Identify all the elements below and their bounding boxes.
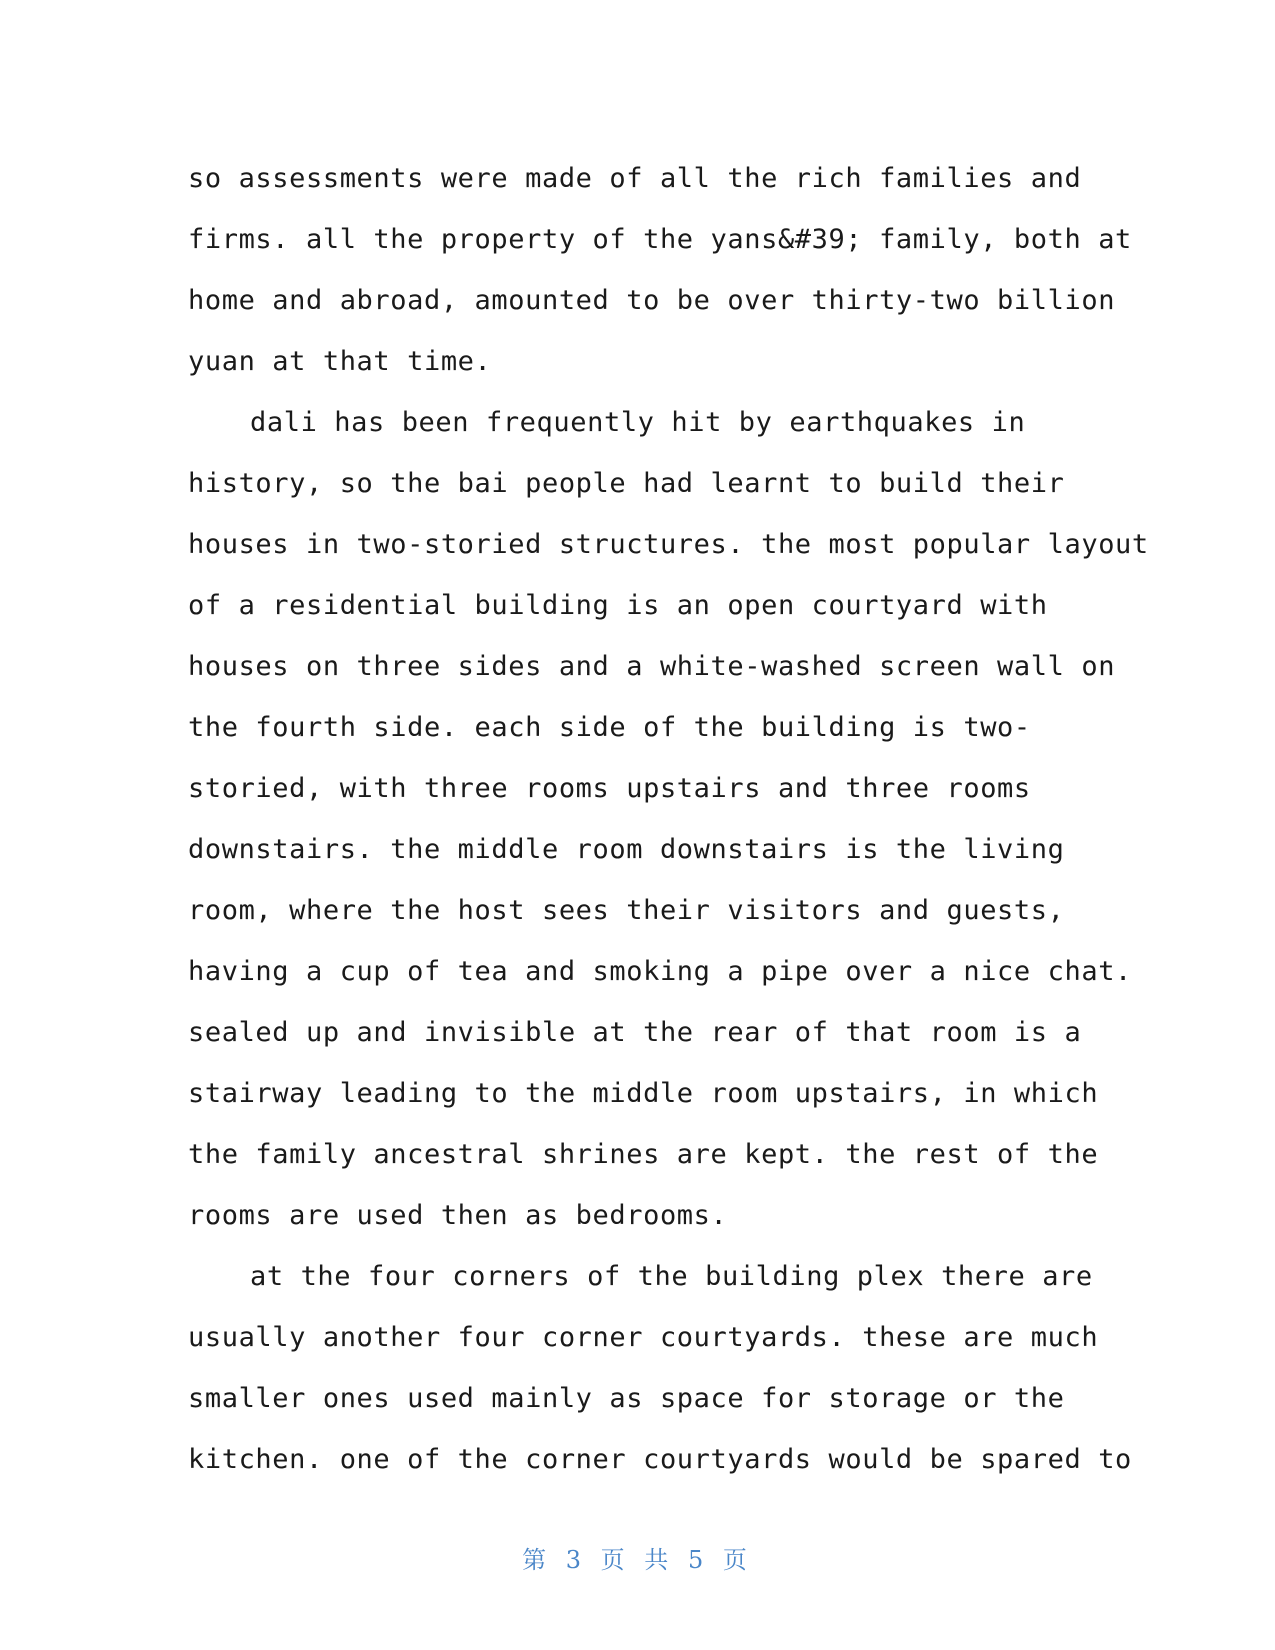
text-line: downstairs. the middle room downstairs is the living: [188, 834, 1065, 865]
text-line: room, where the host sees their visitors and guests,: [188, 895, 1065, 926]
text-line: dali has been frequently hit by earthquakes in: [250, 407, 1026, 438]
text-line: houses on three sides and a white-washed screen wall on: [188, 651, 1116, 682]
text-line: so assessments were made of all the rich families and: [188, 163, 1082, 194]
text-line: firms. all the property of the yans&#39; family, both at: [188, 224, 1132, 255]
text-line: yuan at that time.: [188, 346, 492, 377]
text-line: having a cup of tea and smoking a pipe over a nice chat.: [188, 956, 1132, 987]
text-line: rooms are used then as bedrooms.: [188, 1200, 728, 1231]
text-line: houses in two-storied structures. the most popular layout: [188, 529, 1149, 560]
text-line: the family ancestral shrines are kept. the rest of the: [188, 1139, 1099, 1170]
text-line: sealed up and invisible at the rear of that room is a: [188, 1017, 1082, 1048]
text-line: history, so the bai people had learnt to build their: [188, 468, 1065, 499]
text-line: usually another four corner courtyards. these are much: [188, 1322, 1099, 1353]
text-line: the fourth side. each side of the building is two-: [188, 712, 1031, 743]
text-line: smaller ones used mainly as space for storage or the: [188, 1383, 1065, 1414]
text-line: at the four corners of the building plex there are: [250, 1261, 1093, 1292]
text-line: of a residential building is an open courtyard with: [188, 590, 1048, 621]
text-line: storied, with three rooms upstairs and three rooms: [188, 773, 1031, 804]
text-line: kitchen. one of the corner courtyards would be spared to: [188, 1444, 1132, 1475]
text-line: stairway leading to the middle room upstairs, in which: [188, 1078, 1099, 1109]
body-text: [188, 148, 1149, 1490]
page-number-footer: 第 3 页 共 5 页: [522, 1546, 753, 1574]
text-line: home and abroad, amounted to be over thirty-two billion: [188, 285, 1116, 316]
